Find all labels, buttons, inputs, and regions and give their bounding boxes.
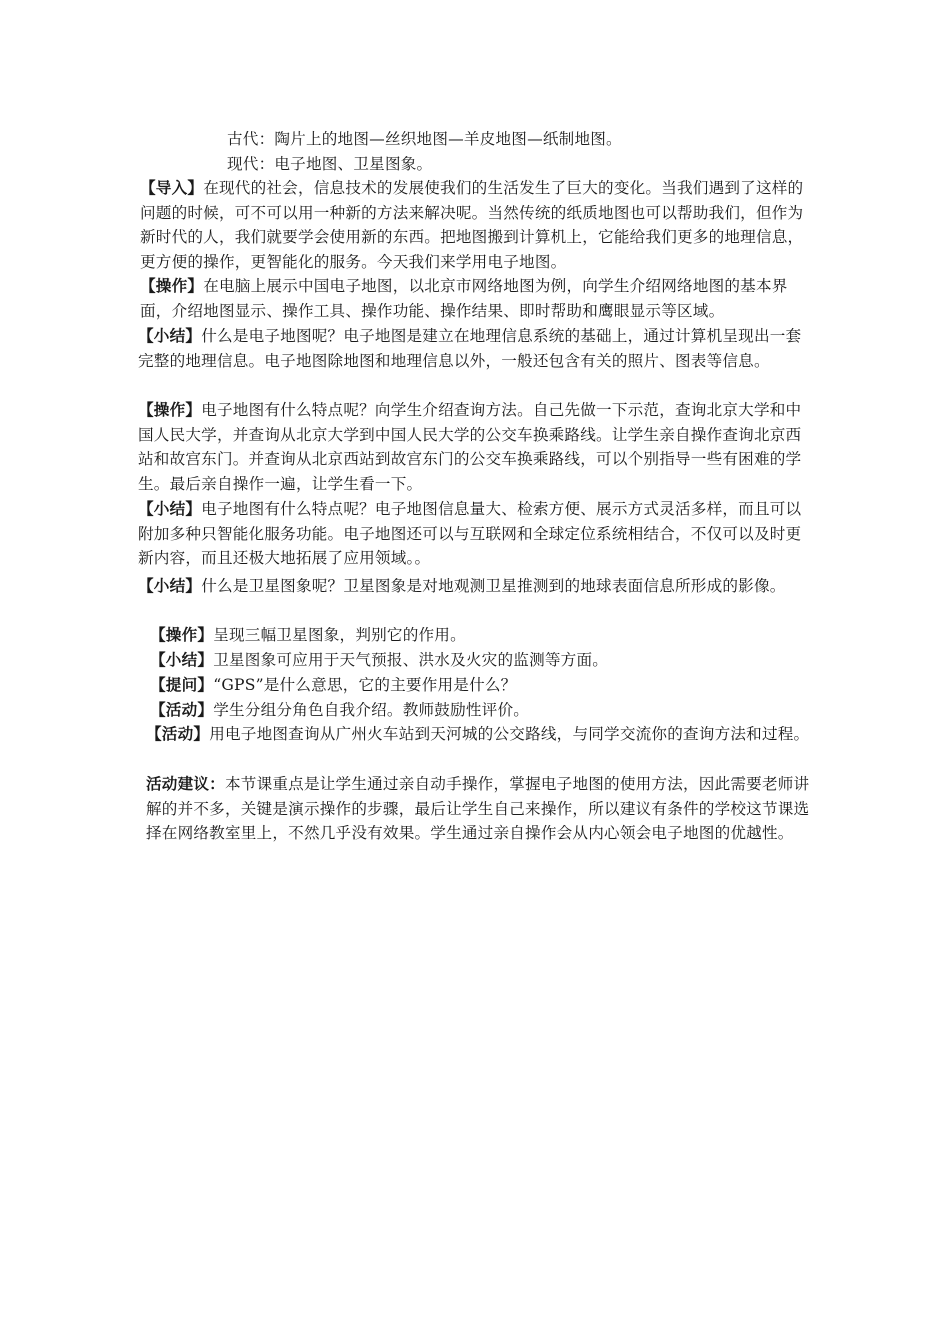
paragraph-tag: 【活动】 — [146, 724, 210, 743]
paragraph-ancient-maps — [227, 127, 827, 152]
paragraph-tag: 【提问】 — [150, 675, 214, 694]
paragraph-text: 电子地图有什么特点呢？向学生介绍查询方法。自己先做一下示范，查询北京大学和中国人民大学，并查询从北京大学到中国人民大学的公交车换乘路线。让学生亲自操作查询北京西站和故宫东门。并查询从北京西站到故宫东门的公交车换乘路线，可以个别指导一些有困难的学生。最后亲自操作一遍，让学生看一下。 — [138, 401, 802, 493]
paragraph-tag: 【活动】 — [150, 700, 214, 719]
paragraph-text: 在现代的社会，信息技术的发展使我们的生活发生了巨大的变化。当我们遇到了这样的问题的时候，可不可以用一种新的方法来解决呢。当然传统的纸质地图也可以帮助我们，但作为新时代的人，我们就要学会使用新的东西。把地图搬到计算机上，它能给我们更多的地理信息，更方便的操作，更智能化的服务。今天我们来学用电子地图。 — [140, 179, 804, 271]
paragraph-summary-1 — [138, 324, 814, 373]
paragraph-intro — [140, 176, 812, 274]
paragraph-question — [150, 673, 810, 698]
paragraph-text: 现代：电子地图、卫星图象。 — [227, 155, 433, 173]
paragraph-tag: 【导入】 — [140, 178, 204, 197]
paragraph-tag: 【小结】 — [150, 650, 214, 669]
paragraph-tag: 【操作】 — [150, 625, 214, 644]
paragraph-text: 电子地图有什么特点呢？电子地图信息量大、检索方便、展示方式灵活多样，而且可以附加多种只智能化服务功能。电子地图还可以与互联网和全球定位系统相结合，不仅可以及时更新内容，而且还极大地拓展了应用领域。。 — [138, 500, 802, 568]
paragraph-operation-3 — [150, 623, 810, 648]
paragraph-operation-2 — [138, 398, 814, 496]
paragraph-summary-2 — [138, 497, 814, 571]
paragraph-summary-3 — [138, 574, 814, 599]
paragraph-activity-2 — [146, 722, 810, 747]
paragraph-activity-1 — [150, 698, 810, 723]
paragraph-operation-1 — [140, 274, 812, 323]
paragraph-text: 什么是卫星图象呢？卫星图象是对地观测卫星推测到的地球表面信息所形成的影像。 — [201, 577, 786, 595]
paragraph-text: 在电脑上展示中国电子地图，以北京市网络地图为例，向学生介绍网络地图的基本界面，介绍地图显示、操作工具、操作功能、操作结果、即时帮助和鹰眼显示等区域。 — [140, 277, 788, 320]
paragraph-text: 学生分组分角色自我介绍。教师鼓励性评价。 — [213, 701, 530, 719]
paragraph-text: 呈现三幅卫星图象，判别它的作用。 — [213, 626, 466, 644]
paragraph-tag: 活动建议： — [146, 775, 225, 793]
paragraph-tag: 【小结】 — [138, 576, 202, 595]
paragraph-text: “GPS”是什么意思，它的主要作用是什么？ — [213, 676, 517, 694]
paragraph-text: 古代：陶片上的地图—丝织地图—羊皮地图—纸制地图。 — [227, 130, 622, 148]
paragraph-tag: 【操作】 — [138, 400, 202, 419]
paragraph-text: 本节课重点是让学生通过亲自动手操作，掌握电子地图的使用方法，因此需要老师讲解的并不多，关键是演示操作的步骤，最后让学生自己来操作，所以建议有条件的学校这节课选择在网络教室里上，不然几乎没有效果。学生通过亲自操作会从内心领会电子地图的优越性。 — [146, 775, 810, 843]
paragraph-modern-maps — [227, 152, 827, 177]
paragraph-text: 什么是电子地图呢？电子地图是建立在地理信息系统的基础上，通过计算机呈现出一套完整的地理信息。电子地图除地图和地理信息以外，一般还包含有关的照片、图表等信息。 — [138, 327, 802, 370]
paragraph-summary-4 — [150, 648, 810, 673]
paragraph-text: 卫星图象可应用于天气预报、洪水及火灾的监测等方面。 — [213, 651, 609, 669]
paragraph-tag: 【操作】 — [140, 276, 204, 295]
paragraph-tag: 【小结】 — [138, 326, 202, 345]
paragraph-text: 用电子地图查询从广州火车站到天河城的公交路线，与同学交流你的查询方法和过程。 — [209, 725, 810, 743]
paragraph-tag: 【小结】 — [138, 499, 202, 518]
paragraph-activity-suggestion — [146, 772, 810, 846]
